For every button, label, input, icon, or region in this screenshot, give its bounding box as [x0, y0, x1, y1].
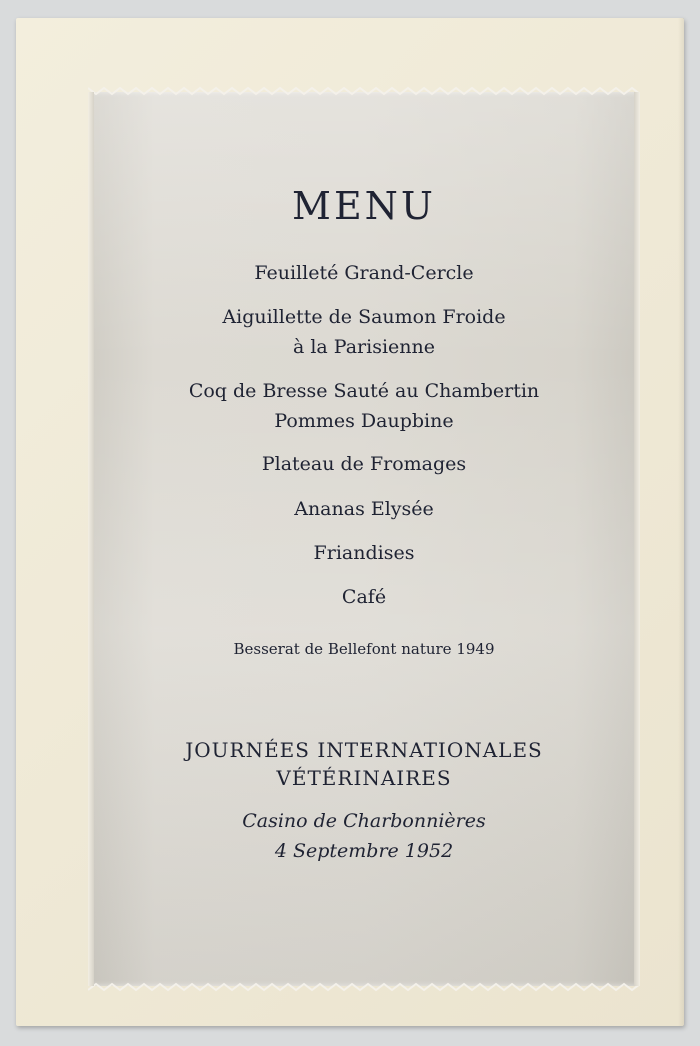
- course-line: Café: [341, 586, 387, 608]
- course-item: [88, 538, 640, 568]
- course-line: Friandises: [313, 542, 415, 564]
- course-item: [88, 376, 640, 436]
- zigzag-edge-bottom: [88, 982, 640, 992]
- course-item: [88, 302, 640, 362]
- event-title: [88, 736, 640, 792]
- event-venue-block: [88, 806, 640, 866]
- course-line: Ananas Elysée: [294, 498, 434, 520]
- course-line: Aiguillette de Saumon Froide: [222, 306, 506, 328]
- event-title-line-2: VÉTÉRINAIRES: [276, 766, 452, 790]
- course-line: Feuilleté Grand-Cercle: [254, 262, 474, 284]
- menu-title: MENU: [292, 184, 436, 228]
- course-line-2: Pommes Daupbine: [274, 410, 454, 432]
- course-item: [88, 494, 640, 524]
- event-date: 4 Septembre 1952: [274, 840, 454, 862]
- silk-panel: [88, 92, 640, 986]
- course-item: [88, 258, 640, 288]
- wine-line: Besserat de Bellefont nature 1949: [233, 640, 495, 658]
- zigzag-edge-top: [88, 86, 640, 96]
- course-item: [88, 582, 640, 612]
- course-line-2: à la Parisienne: [292, 336, 436, 358]
- course-item: [88, 449, 640, 479]
- event-title-line-1: JOURNÉES INTERNATIONALES: [185, 738, 543, 762]
- menu-card: [16, 18, 684, 1026]
- course-line: Plateau de Fromages: [261, 453, 467, 475]
- event-venue: Casino de Charbonnières: [242, 810, 486, 832]
- course-line: Coq de Bresse Sauté au Chambertin: [188, 380, 540, 402]
